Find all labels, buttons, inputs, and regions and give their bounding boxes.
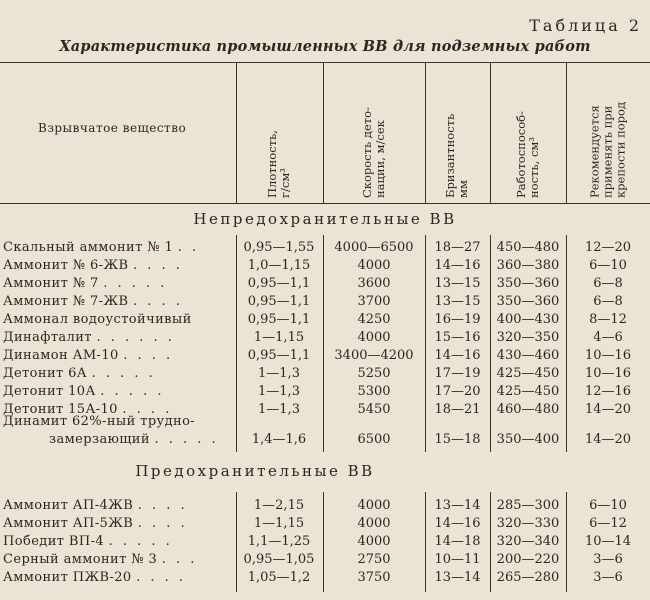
- cell-speed: 3750: [357, 570, 391, 585]
- cell-speed: 5250: [357, 366, 391, 381]
- cell-density: 0,95—1,05: [243, 552, 315, 567]
- row-name: Аммонит АП-5ЖВ: [3, 516, 134, 531]
- row-name: Аммонит АП-4ЖВ: [3, 498, 134, 513]
- cell-work: 425—450: [496, 384, 560, 399]
- cell-density: 1,0—1,15: [247, 258, 311, 273]
- row-dots: . . . .: [137, 498, 188, 513]
- row-name: Детонит 6А: [3, 366, 88, 381]
- cell-brisance: 17—20: [434, 384, 481, 399]
- cell-hardness: 6—10: [589, 258, 627, 273]
- cell-hardness: 10—16: [584, 348, 632, 363]
- cell-work: 285—300: [496, 498, 560, 513]
- cell-work: 425—450: [496, 366, 560, 381]
- cell-brisance: 13—15: [434, 294, 481, 309]
- cell-hardness: 4—6: [593, 330, 623, 345]
- cell-density: 1—1,3: [258, 366, 300, 381]
- row-dots: . . . .: [123, 348, 174, 363]
- cell-hardness: 6—8: [593, 276, 623, 291]
- table-top-rule: [0, 62, 650, 63]
- cell-work: 350—400: [496, 432, 560, 447]
- row-name: Аммонит № 7: [3, 276, 99, 291]
- cell-speed: 2750: [357, 552, 391, 567]
- header-divider: [236, 63, 237, 203]
- row-name: Динамон АМ-10: [3, 348, 119, 363]
- cell-hardness: 6—10: [589, 498, 627, 513]
- cell-brisance: 14—16: [434, 516, 481, 531]
- cell-density: 0,95—1,1: [247, 348, 311, 363]
- cell-brisance: 15—16: [434, 330, 481, 345]
- cell-density: 1,05—1,2: [247, 570, 311, 585]
- cell-work: 430—460: [496, 348, 560, 363]
- cell-hardness: 12—16: [584, 384, 632, 399]
- cell-hardness: 6—8: [593, 294, 623, 309]
- cell-brisance: 14—16: [434, 348, 481, 363]
- cell-hardness: 12—20: [584, 240, 632, 255]
- cell-density: 0,95—1,55: [243, 240, 315, 255]
- cell-density: 1,4—1,6: [251, 432, 307, 447]
- header-divider: [490, 63, 491, 203]
- cell-work: 400—430: [496, 312, 560, 327]
- cell-density: 0,95—1,1: [247, 294, 311, 309]
- cell-brisance: 14—18: [434, 534, 481, 549]
- cell-brisance: 13—14: [434, 570, 481, 585]
- cell-speed: 6500: [357, 432, 391, 447]
- row-dots: . . .: [161, 552, 198, 567]
- row-name: Детонит 10А: [3, 384, 96, 399]
- row-name: Аммонал водоустойчивый: [3, 312, 192, 327]
- cell-density: 1—1,15: [253, 516, 305, 531]
- header-bottom-rule: [0, 203, 650, 204]
- cell-brisance: 13—15: [434, 276, 481, 291]
- cell-speed: 5300: [357, 384, 391, 399]
- cell-speed: 4000: [357, 534, 391, 549]
- cell-brisance: 18—21: [434, 402, 481, 417]
- row-dots: . . . . .: [103, 276, 168, 291]
- row-dots: . . . . .: [154, 432, 219, 447]
- header-explosive: Взрывчатое вещество: [38, 121, 187, 135]
- table-title: Характеристика промышленных ВВ для подземных работ: [59, 38, 591, 55]
- cell-speed: 4000: [357, 498, 391, 513]
- cell-speed: 4000: [357, 330, 391, 345]
- header-divider: [323, 63, 324, 203]
- cell-hardness: 10—14: [584, 534, 632, 549]
- section-title-non-safety: Непредохранительные ВВ: [193, 210, 457, 228]
- cell-speed: 4000: [357, 516, 391, 531]
- cell-hardness: 14—20: [584, 402, 632, 417]
- cell-density: 1—1,3: [258, 402, 300, 417]
- row-dots: . . . . .: [100, 384, 165, 399]
- header-divider: [425, 63, 426, 203]
- cell-density: 1—2,15: [253, 498, 305, 513]
- row-name: Аммонит № 6-ЖВ: [3, 258, 129, 273]
- cell-hardness: 14—20: [584, 432, 632, 447]
- table-number: Таблица 2: [529, 16, 642, 35]
- cell-hardness: 8—12: [589, 312, 627, 327]
- cell-work: 320—330: [496, 516, 560, 531]
- cell-work: 360—380: [496, 258, 560, 273]
- cell-work: 200—220: [496, 552, 560, 567]
- cell-brisance: 17—19: [434, 366, 481, 381]
- header-speed: Скорость дето- нации, м/сек: [360, 107, 387, 198]
- row-name: Динафталит: [3, 330, 92, 345]
- cell-work: 350—360: [496, 294, 560, 309]
- row-dots: . . . .: [137, 516, 188, 531]
- cell-speed: 4000: [357, 258, 391, 273]
- header-divider: [566, 63, 567, 203]
- cell-work: 460—480: [496, 402, 560, 417]
- cell-brisance: 13—14: [434, 498, 481, 513]
- cell-speed: 3700: [357, 294, 391, 309]
- cell-brisance: 18—27: [434, 240, 481, 255]
- row-dots: . .: [177, 240, 200, 255]
- header-work: Работоспособ- ность, см³: [514, 111, 541, 198]
- cell-density: 1—1,15: [253, 330, 305, 345]
- row-name: Детонит 15А-10: [3, 402, 118, 417]
- header-brisance: Бризантность мм: [443, 113, 470, 198]
- cell-hardness: 3—6: [593, 570, 623, 585]
- cell-density: 1—1,3: [258, 384, 300, 399]
- header-density: Плотность, г/см³: [265, 130, 292, 198]
- cell-brisance: 10—11: [434, 552, 481, 567]
- row-dots: . . . .: [132, 294, 183, 309]
- cell-hardness: 10—16: [584, 366, 632, 381]
- row-name: замерзающий: [49, 432, 150, 447]
- row-name: Победит ВП-4: [3, 534, 105, 549]
- header-hardness: Рекомендуется применять при крепости пород: [587, 101, 628, 198]
- cell-brisance: 15—18: [434, 432, 481, 447]
- row-dots: . . . .: [136, 570, 187, 585]
- row-dots: . . . . . .: [96, 330, 175, 345]
- cell-brisance: 16—19: [434, 312, 481, 327]
- cell-density: 1,1—1,25: [247, 534, 311, 549]
- cell-speed: 3400—4200: [334, 348, 414, 363]
- row-dots: . . . . .: [108, 534, 173, 549]
- row-dots: . . . .: [122, 402, 173, 417]
- cell-density: 0,95—1,1: [247, 312, 311, 327]
- cell-work: 320—350: [496, 330, 560, 345]
- cell-speed: 5450: [357, 402, 391, 417]
- cell-density: 0,95—1,1: [247, 276, 311, 291]
- cell-work: 450—480: [496, 240, 560, 255]
- cell-work: 265—280: [496, 570, 560, 585]
- cell-speed: 4250: [357, 312, 391, 327]
- row-name: Аммонит ПЖВ-20: [3, 570, 132, 585]
- cell-speed: 4000—6500: [334, 240, 414, 255]
- row-dots: . . . . .: [91, 366, 156, 381]
- row-name: Скальный аммонит № 1: [3, 240, 174, 255]
- row-name: Аммонит № 7-ЖВ: [3, 294, 129, 309]
- cell-work: 320—340: [496, 534, 560, 549]
- cell-hardness: 3—6: [593, 552, 623, 567]
- row-name: Динамит 62%-ный трудно-: [3, 414, 196, 429]
- row-dots: . . . .: [132, 258, 183, 273]
- cell-work: 350—360: [496, 276, 560, 291]
- cell-hardness: 6—12: [589, 516, 627, 531]
- section-title-safety: Предохранительные ВВ: [135, 462, 375, 480]
- cell-speed: 3600: [357, 276, 391, 291]
- row-name: Серный аммонит № 3: [3, 552, 158, 567]
- cell-brisance: 14—16: [434, 258, 481, 273]
